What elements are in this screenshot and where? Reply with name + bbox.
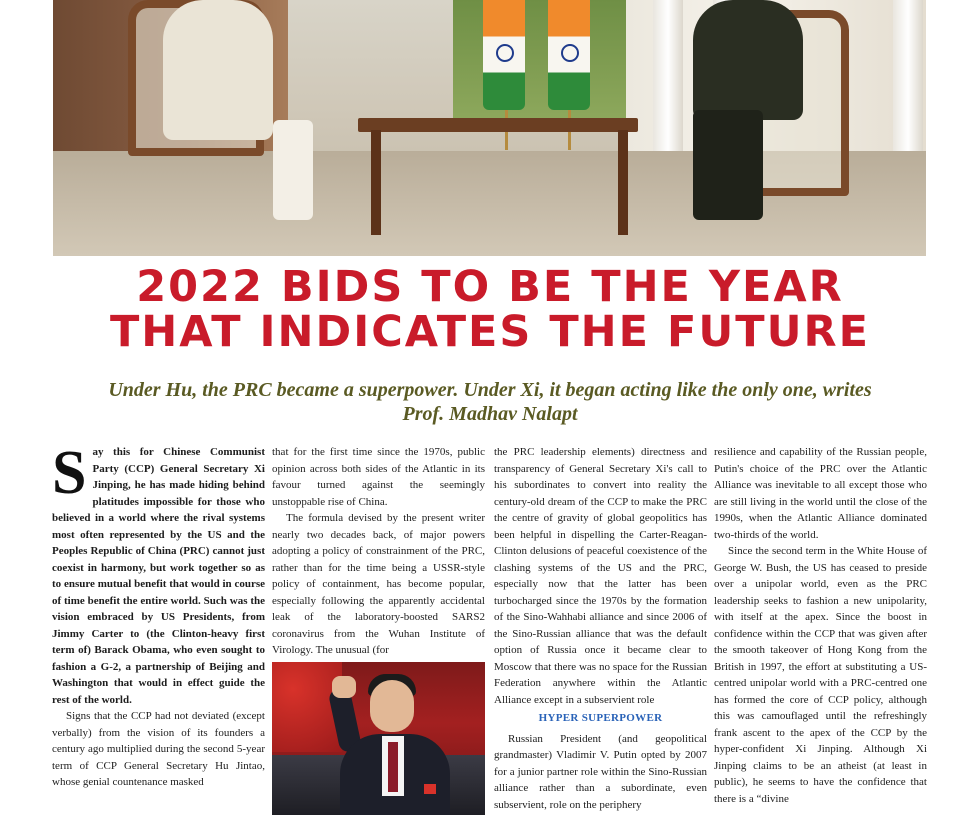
photo-raised-fist bbox=[332, 676, 356, 698]
photo-person-left bbox=[163, 0, 273, 140]
headline bbox=[40, 262, 940, 357]
photo-tie bbox=[388, 742, 398, 792]
photo-person-right-legs bbox=[693, 110, 763, 220]
photo-table-leg bbox=[618, 130, 628, 235]
subheadline-line-1: Under Hu, the PRC became a superpower. Under Xi, it began acting like the only one, writes bbox=[108, 379, 872, 401]
article-column-4 bbox=[714, 444, 927, 815]
photo-badge bbox=[424, 784, 436, 794]
flag bbox=[483, 0, 525, 110]
lead-text: ay this for Chinese Communist Party (CCP) General Secretary Xi Jinping, he has made hiding behind platitudes impossible for those who believed in a world where the rival systems most often represented by the US and the Peoples Republic of China (PRC) cannot just coexist in harmony, but work together so as to ensure mutual benefit that would in course of time benefit the entire world. Such was the vision embraced by US Presidents, from Jimmy Carter to (the Clinton-heavy first term of) Barack Obama, who even sought to fashion a G-2, a partnership of Beijing and Washington that would in effect guide the rest of the world. bbox=[52, 446, 265, 706]
article-paragraph: Russian President (and geopolitical grandmaster) Vladimir V. Putin opted by 2007 for a junior partner role within the Sino-Russian alliance rather than a subordinate, even subservient, role on the periphery bbox=[494, 732, 707, 811]
photo-person-right bbox=[693, 0, 803, 120]
headline-line-2: THAT INDICATES THE FUTURE bbox=[109, 307, 871, 357]
article-column-1 bbox=[52, 444, 265, 815]
article-paragraph: Signs that the CCP had not deviated (except verbally) from the vision of its founders a century ago multiplied during the second 5-year term of CCP General Secretary Hu Jintao, whose genial countenance masked bbox=[52, 710, 265, 788]
subheadline bbox=[40, 378, 940, 426]
photo-table bbox=[358, 118, 638, 132]
headline-line-1: 2022 BIDS TO BE THE YEAR bbox=[136, 262, 844, 312]
drop-cap: S bbox=[52, 444, 87, 507]
lead-paragraph bbox=[52, 444, 265, 708]
article-paragraph: the PRC leadership elements) directness and transparency of General Secretary Xi's call to his subordinates to convert into reality the century-old dream of the CCP to make the PRC the centre of gravity of global geopolitics has been helpful in dispelling the Carter-Reagan-Clinton delusions of peaceful coexistence of the clashing systems of the US and the PRC, especially now that the latter has been turbocharged since the 1970s by the formation of the Sino-Wahhabi alliance and since 2006 of the Sino-Russian alliance that was the default option of Russia once it became clear to Moscow that there was no space for the Russian Federation anywhere within the Atlantic Alliance except in a subservient role bbox=[494, 446, 707, 706]
subheadline-line-2: Prof. Madhav Nalapt bbox=[402, 403, 578, 425]
article-paragraph: resilience and capability of the Russian people, Putin's choice of the PRC over the Atlantic Alliance was inevitable to all except those who are still living in the world until the close of the 1990s, when the Atlantic Alliance dominated two-thirds of the world. bbox=[714, 446, 927, 541]
section-heading: HYPER SUPERPOWER bbox=[538, 712, 663, 724]
article-paragraph: Since the second term in the White House of George W. Bush, the US has ceased to preside over a unipolar world, even as the PRC leadership seeks to fashion a new unipolarity, with itself at the apex. Since the boost in confidence within the CCP that was given after the smooth takeover of Hong Kong from the British in 1997, the effort at substituting a US-centred unipolar world with a PRC-centred one has formed the core of CCP policy, although this was camouflaged until the refreshingly frank ascent to the apex of the CCP by the hyper-confident Xi Jinping. Although Xi Jinping claims to be an atheist (at least in public), he seems to have the confidence that there is a “divine bbox=[714, 545, 927, 805]
article-paragraph: that for the first time since the 1970s, public opinion across both sides of the Atlantic in its favour turned against the seemingly unstoppable rise of China. bbox=[272, 446, 485, 508]
photo-face bbox=[370, 680, 414, 732]
article-paragraph: The formula devised by the present writer nearly two decades back, of major powers adopting a policy of constrainment of the PRC, rather than for the time being a USSR-style policy of containment, has become popular, especially following the apparently accidental leak of the laboratory-boosted SARS2 coronavirus from the Wuhan Institute of Virology. The unusual (for bbox=[272, 512, 485, 656]
flag bbox=[548, 0, 590, 110]
photo-person-left-legs bbox=[273, 120, 313, 220]
photo-table-leg bbox=[371, 130, 381, 235]
xi-jinping-photo bbox=[272, 662, 485, 815]
top-photo bbox=[53, 0, 926, 256]
article-column-3 bbox=[494, 444, 707, 815]
article-column-2 bbox=[272, 444, 485, 659]
